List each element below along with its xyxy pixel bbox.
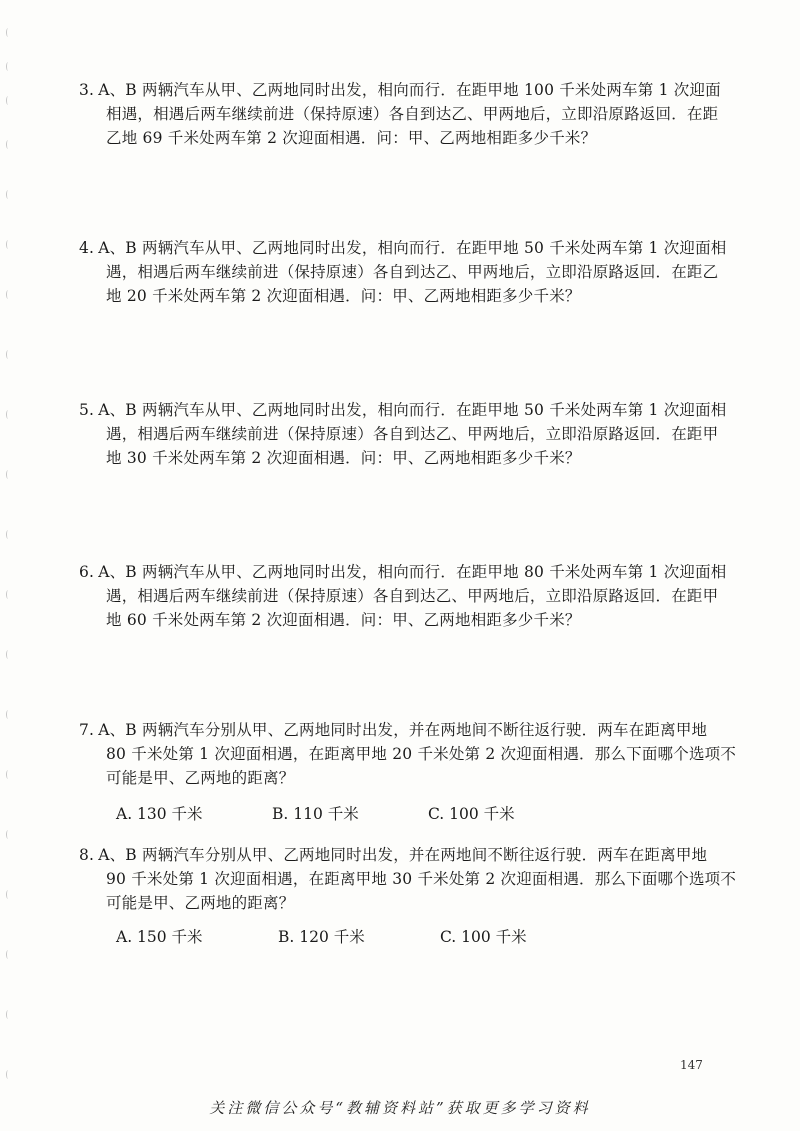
problem-line <box>79 718 710 742</box>
option-b: B. 120 千米 <box>278 928 365 946</box>
option-a: A. 150 千米 <box>116 928 203 946</box>
problem-line: 90 千米处第 1 次迎面相遇，在距离甲地 30 千米处第 2 次迎面相遇．那么下面哪个选项不 <box>106 870 737 888</box>
option-a: A. 130 千米 <box>116 805 203 823</box>
problem-8 <box>79 843 737 915</box>
problem-number: 4. <box>79 239 95 257</box>
problem-text: A、B 两辆汽车从甲、乙两地同时出发，相向而行．在距甲地 50 千米处两车第 1 次迎面相 <box>98 401 727 419</box>
problem-number: 6. <box>79 563 95 581</box>
problem-text: A、B 两辆汽车从甲、乙两地同时出发，相向而行．在距甲地 80 千米处两车第 1 次迎面相 <box>98 563 727 581</box>
option-b: B. 110 千米 <box>272 805 359 823</box>
problem-number: 5. <box>79 401 95 419</box>
problem-line: 相遇，相遇后两车继续前进（保持原速）各自到达乙、甲两地后，立即沿原路返回．在距 <box>106 105 719 123</box>
problem-8-options <box>116 925 716 949</box>
problem-number: 3. <box>79 81 95 99</box>
option-c: C. 100 千米 <box>440 928 527 946</box>
problem-line <box>79 78 721 102</box>
problem-4 <box>79 236 727 308</box>
problem-line: 地 30 千米处两车第 2 次迎面相遇．问：甲、乙两地相距多少千米？ <box>106 449 581 467</box>
problem-3 <box>79 78 721 150</box>
problem-line <box>79 236 727 260</box>
problem-text: A、B 两辆汽车从甲、乙两地同时出发，相向而行．在距甲地 100 千米处两车第 1 次迎面 <box>98 81 721 99</box>
problem-line <box>79 398 727 422</box>
problem-line <box>79 843 710 867</box>
problem-7 <box>79 718 737 790</box>
problem-5 <box>79 398 727 470</box>
problem-line: 遇，相遇后两车继续前进（保持原速）各自到达乙、甲两地后，立即沿原路返回．在距乙 <box>106 263 719 281</box>
problem-line <box>79 560 727 584</box>
option-c: C. 100 千米 <box>428 805 515 823</box>
problem-line: 80 千米处第 1 次迎面相遇，在距离甲地 20 千米处第 2 次迎面相遇．那么下面哪个选项不 <box>106 745 737 763</box>
problem-line: 可能是甲、乙两地的距离？ <box>106 769 295 787</box>
problem-number: 7. <box>79 721 95 739</box>
problem-7-options <box>116 802 716 826</box>
problem-number: 8. <box>79 846 95 864</box>
problem-line: 遇，相遇后两车继续前进（保持原速）各自到达乙、甲两地后，立即沿原路返回．在距甲 <box>106 425 719 443</box>
problem-line: 乙地 69 千米处两车第 2 次迎面相遇．问：甲、乙两地相距多少千米？ <box>106 129 597 147</box>
problem-text: A、B 两辆汽车分别从甲、乙两地同时出发，并在两地间不断往返行驶．两车在距离甲地 <box>98 846 708 864</box>
problem-line: 地 20 千米处两车第 2 次迎面相遇．问：甲、乙两地相距多少千米？ <box>106 287 581 305</box>
problem-line: 地 60 千米处两车第 2 次迎面相遇．问：甲、乙两地相距多少千米？ <box>106 611 581 629</box>
problem-line: 遇，相遇后两车继续前进（保持原速）各自到达乙、甲两地后，立即沿原路返回．在距甲 <box>106 587 719 605</box>
page-number: 147 <box>680 1058 703 1072</box>
footer-note: 关注微信公众号“教辅资料站”获取更多学习资料 <box>209 1099 591 1117</box>
problem-text: A、B 两辆汽车分别从甲、乙两地同时出发，并在两地间不断往返行驶．两车在距离甲地 <box>98 721 708 739</box>
binding-edge-marks <box>0 0 20 1131</box>
problem-line: 可能是甲、乙两地的距离？ <box>106 894 295 912</box>
problem-text: A、B 两辆汽车从甲、乙两地同时出发，相向而行．在距甲地 50 千米处两车第 1 次迎面相 <box>98 239 727 257</box>
problem-6 <box>79 560 727 632</box>
